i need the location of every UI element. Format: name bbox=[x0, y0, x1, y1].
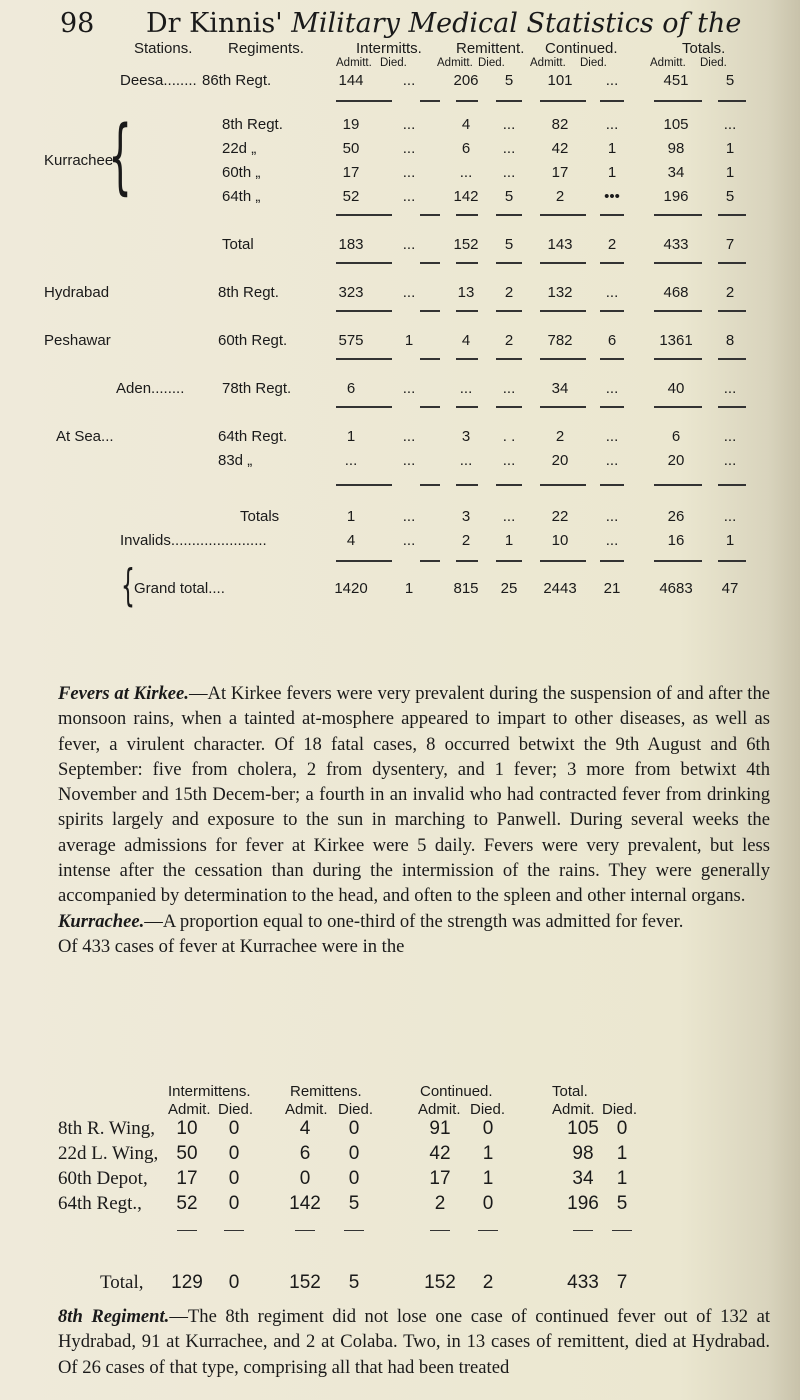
table-cell: ... bbox=[502, 452, 516, 469]
table-cell: ... bbox=[723, 452, 737, 469]
table2-subheader: Admit. bbox=[285, 1101, 328, 1118]
table-cell: 5 bbox=[725, 188, 735, 205]
col-head-totals: Totals. bbox=[682, 40, 726, 57]
table-cell: 2 bbox=[504, 332, 514, 349]
col-subhead: Died. bbox=[478, 57, 505, 69]
table-cell: 132 bbox=[547, 284, 573, 301]
table-cell: ... bbox=[723, 116, 737, 133]
table-cell: 206 bbox=[453, 72, 479, 89]
table-regiment-label: 78th Regt. bbox=[222, 380, 292, 397]
table-cell: 34 bbox=[551, 380, 569, 397]
table2-cell: 6 bbox=[299, 1143, 311, 1164]
table-cell: 1 bbox=[404, 332, 414, 349]
table-cell: 1420 bbox=[334, 580, 368, 597]
table-cell: ... bbox=[344, 452, 358, 469]
table-cell: 7 bbox=[725, 236, 735, 253]
eighth-regiment-text bbox=[58, 1304, 770, 1380]
running-title-italic: Military Medical Statistics of the bbox=[291, 8, 742, 39]
table2-cell: 0 bbox=[348, 1118, 360, 1139]
table-cell: 433 bbox=[663, 236, 689, 253]
table2-cell: 0 bbox=[348, 1168, 360, 1189]
table2-cell: 5 bbox=[616, 1193, 628, 1214]
table-cell: 575 bbox=[338, 332, 364, 349]
kurrachee-heading: Kurrachee. bbox=[58, 910, 145, 932]
table-cell: 1 bbox=[504, 532, 514, 549]
eighth-regiment-heading: 8th Regiment. bbox=[58, 1306, 170, 1327]
table-cell: 3 bbox=[461, 508, 471, 525]
table2-rule bbox=[478, 1230, 498, 1231]
table-regiment-label: Total bbox=[222, 236, 254, 253]
table2-cell: 1 bbox=[616, 1143, 628, 1164]
table-cell: 26 bbox=[667, 508, 685, 525]
table2-cell: 0 bbox=[482, 1118, 494, 1139]
at-sea-brace: { bbox=[121, 560, 135, 611]
table2-group-header: Total. bbox=[552, 1083, 588, 1100]
table2-cell: 0 bbox=[228, 1193, 240, 1214]
table-cell: 4 bbox=[346, 532, 356, 549]
table-station-label: Deesa........ bbox=[120, 72, 197, 89]
table-cell: 782 bbox=[547, 332, 573, 349]
table2-cell: 105 bbox=[567, 1118, 599, 1139]
table-cell: 34 bbox=[667, 164, 685, 181]
table-cell: 5 bbox=[504, 236, 514, 253]
table2-cell: 17 bbox=[176, 1168, 198, 1189]
kirkee-paragraph: —At Kirkee fevers were very prevalent during the suspension of and after the monsoon rains, when a tainted at-mosphere appeared to impart to other diseases, as well as fever, a virulent character. Of 18 fatal cases, 8 occurred betwixt the 9th August and 6th September: five from cholera, 2 from dysentery, and 1 fever; 3 more from betwixt 4th November and 15th Decem-ber; a fourth in an invalid who had contracted fever from drinking spirits largely and exposure to the sun in marching to Panwell. During several weeks the average admissions for fever at Kirkee were 5 daily. Fevers were very prevalent, but less intense after the cessation than during the intermission of the rains. They were generally accompanied by determination to the head, and often to the spleen and other internal organs. bbox=[58, 683, 771, 907]
table2-cell: 50 bbox=[176, 1143, 198, 1164]
table2-cell: 142 bbox=[289, 1193, 321, 1214]
eighth-regiment-paragraph: —The 8th regiment did not lose one case of continued fever out of 132 at Hydrabad, 91 at Kurrachee, and 2 at Colaba. Two, in 13 cases of remittent, died at Hydrabad. Of 26 cases of that type, comprising all that had been treated bbox=[58, 1306, 770, 1378]
table2-cell: 0 bbox=[616, 1118, 628, 1139]
table2-rule bbox=[224, 1230, 244, 1231]
table2-row-label: 60th Depot, bbox=[58, 1168, 148, 1189]
col-subhead: Admitt. bbox=[530, 57, 566, 69]
table2-subheader: Admit. bbox=[418, 1101, 461, 1118]
table-cell: 2 bbox=[461, 532, 471, 549]
table-cell: ... bbox=[605, 428, 619, 445]
col-subhead: Died. bbox=[380, 57, 407, 69]
table-cell: 20 bbox=[551, 452, 569, 469]
kirkee-heading: Fevers at Kirkee. bbox=[58, 683, 189, 704]
table2-rule bbox=[430, 1230, 450, 1231]
table-regiment-label: Totals bbox=[240, 508, 280, 525]
table-station-label: Invalids....................... bbox=[120, 532, 267, 549]
table-cell: ... bbox=[402, 508, 416, 525]
table-cell: ... bbox=[605, 380, 619, 397]
table-cell: 468 bbox=[663, 284, 689, 301]
table-cell: ... bbox=[402, 452, 416, 469]
table-cell: 2 bbox=[555, 428, 565, 445]
table2-cell: 2 bbox=[434, 1193, 446, 1214]
col-subhead: Died. bbox=[700, 57, 727, 69]
table-cell: 1 bbox=[607, 140, 617, 157]
table2-cell: 4 bbox=[299, 1118, 311, 1139]
table-cell: . . bbox=[502, 428, 516, 445]
table2-rule bbox=[295, 1230, 315, 1231]
table-cell: 1361 bbox=[659, 332, 693, 349]
table2-cell: 1 bbox=[482, 1143, 494, 1164]
table-cell: 2 bbox=[607, 236, 617, 253]
table-cell: 451 bbox=[663, 72, 689, 89]
table-cell: 20 bbox=[667, 452, 685, 469]
table-cell: ... bbox=[402, 140, 416, 157]
table2-subheader: Died. bbox=[470, 1101, 506, 1118]
table-regiment-label: 60th Regt. bbox=[218, 332, 288, 349]
table-cell: ... bbox=[402, 236, 416, 253]
table-cell: 4 bbox=[461, 116, 471, 133]
table-cell: 17 bbox=[342, 164, 360, 181]
table-cell: 4 bbox=[461, 332, 471, 349]
table-cell: 142 bbox=[453, 188, 479, 205]
table2-group-header: Intermittens. bbox=[168, 1083, 251, 1100]
table2-cell: 0 bbox=[228, 1143, 240, 1164]
table-cell: 323 bbox=[338, 284, 364, 301]
table-cell: ... bbox=[402, 164, 416, 181]
table-station-label: Hydrabad bbox=[44, 284, 110, 301]
table-cell: 6 bbox=[346, 380, 356, 397]
table-regiment-label: 60th „ bbox=[222, 164, 261, 181]
table-cell: 22 bbox=[551, 508, 569, 525]
col-head-continued: Continued. bbox=[545, 40, 618, 57]
kurrachee-intro: Of 433 cases of fever at Kurrachee were in the bbox=[58, 935, 405, 957]
table-regiment-label: 22d „ bbox=[222, 140, 257, 157]
table-cell: 47 bbox=[721, 580, 739, 597]
table-cell: ... bbox=[502, 380, 516, 397]
running-title-author: Dr Kinnis' bbox=[146, 8, 283, 39]
table-cell: 5 bbox=[504, 72, 514, 89]
table-cell: ... bbox=[502, 116, 516, 133]
table-station-label: Grand total.... bbox=[134, 580, 225, 597]
table-regiment-label: 8th Regt. bbox=[222, 116, 283, 133]
table-cell: 4683 bbox=[659, 580, 693, 597]
table2-group-header: Remittens. bbox=[290, 1083, 362, 1100]
table2-total-cell: 7 bbox=[616, 1272, 628, 1293]
table-cell: 1 bbox=[346, 508, 356, 525]
table-cell: 815 bbox=[453, 580, 479, 597]
table-regiment-label: 86th Regt. bbox=[202, 72, 272, 89]
table-cell: 40 bbox=[667, 380, 685, 397]
table-cell: ... bbox=[402, 380, 416, 397]
table-cell: ... bbox=[605, 532, 619, 549]
kurrachee-brace: { bbox=[108, 109, 132, 204]
table-cell: 52 bbox=[342, 188, 360, 205]
table-cell: 8 bbox=[725, 332, 735, 349]
table-cell: ... bbox=[502, 164, 516, 181]
table2-total-cell: 5 bbox=[348, 1272, 360, 1293]
col-subhead: Admitt. bbox=[650, 57, 686, 69]
table2-cell: 0 bbox=[348, 1143, 360, 1164]
table-station-label: Peshawar bbox=[44, 332, 111, 349]
table-station-label: Aden........ bbox=[116, 380, 185, 397]
table2-cell: 0 bbox=[482, 1193, 494, 1214]
table-cell: 98 bbox=[667, 140, 685, 157]
table2-cell: 1 bbox=[616, 1168, 628, 1189]
table2-cell: 98 bbox=[572, 1143, 594, 1164]
table-cell: ... bbox=[605, 508, 619, 525]
page-number: 98 bbox=[60, 8, 95, 39]
table-cell: ... bbox=[459, 164, 473, 181]
table2-total-cell: 433 bbox=[567, 1272, 599, 1293]
kurrachee-paragraph: —A proportion equal to one-third of the strength was admitted for fever. bbox=[144, 910, 684, 932]
table-cell: ... bbox=[723, 380, 737, 397]
table-cell: ... bbox=[402, 72, 416, 89]
table-cell: ... bbox=[605, 116, 619, 133]
table-station-label: Kurrachee bbox=[44, 152, 114, 169]
table-cell: ••• bbox=[604, 188, 620, 205]
table-cell: 2443 bbox=[543, 580, 577, 597]
table2-total-label: Total, bbox=[100, 1272, 144, 1293]
table-cell: 1 bbox=[725, 140, 735, 157]
table-cell: ... bbox=[502, 508, 516, 525]
table-cell: 10 bbox=[551, 532, 569, 549]
table-cell: 1 bbox=[725, 164, 735, 181]
table-cell: 144 bbox=[338, 72, 364, 89]
col-subhead: Admitt. bbox=[437, 57, 473, 69]
table2-total-cell: 129 bbox=[171, 1272, 203, 1293]
table-cell: 2 bbox=[504, 284, 514, 301]
table-cell: 101 bbox=[547, 72, 573, 89]
table-cell: 152 bbox=[453, 236, 479, 253]
table-cell: 17 bbox=[551, 164, 569, 181]
table-cell: 19 bbox=[342, 116, 360, 133]
table-cell: 6 bbox=[461, 140, 471, 157]
table-cell: ... bbox=[459, 452, 473, 469]
table-cell: ... bbox=[723, 428, 737, 445]
table-cell: ... bbox=[402, 188, 416, 205]
table-cell: ... bbox=[459, 380, 473, 397]
table-cell: ... bbox=[723, 508, 737, 525]
table-cell: 5 bbox=[725, 72, 735, 89]
table2-rule bbox=[344, 1230, 364, 1231]
table2-rule bbox=[573, 1230, 593, 1231]
table-cell: 6 bbox=[671, 428, 681, 445]
table-cell: 2 bbox=[555, 188, 565, 205]
table-cell: 3 bbox=[461, 428, 471, 445]
table2-cell: 91 bbox=[429, 1118, 451, 1139]
table2-cell: 196 bbox=[567, 1193, 599, 1214]
table2-total-cell: 2 bbox=[482, 1272, 494, 1293]
table2-subheader: Admit. bbox=[552, 1101, 595, 1118]
col-subhead: Died. bbox=[580, 57, 607, 69]
table-cell: 143 bbox=[547, 236, 573, 253]
table-cell: ... bbox=[605, 452, 619, 469]
table2-cell: 0 bbox=[228, 1168, 240, 1189]
table2-row-label: 64th Regt., bbox=[58, 1193, 142, 1214]
table-cell: 50 bbox=[342, 140, 360, 157]
table2-total-cell: 152 bbox=[424, 1272, 456, 1293]
table2-total-cell: 0 bbox=[228, 1272, 240, 1293]
table-cell: 5 bbox=[504, 188, 514, 205]
table-cell: ... bbox=[605, 284, 619, 301]
table-cell: 13 bbox=[457, 284, 475, 301]
table-regiment-label: 64th „ bbox=[222, 188, 261, 205]
table-cell: 82 bbox=[551, 116, 569, 133]
table-cell: ... bbox=[402, 116, 416, 133]
table-cell: ... bbox=[605, 72, 619, 89]
table-cell: 196 bbox=[663, 188, 689, 205]
table-cell: ... bbox=[402, 284, 416, 301]
table2-row-label: 22d L. Wing, bbox=[58, 1143, 159, 1164]
table-cell: 105 bbox=[663, 116, 689, 133]
table2-group-header: Continued. bbox=[420, 1083, 493, 1100]
table-cell: 16 bbox=[667, 532, 685, 549]
col-head-stations: Stations. bbox=[134, 40, 193, 57]
col-head-intermitts: Intermitts. bbox=[356, 40, 422, 57]
table2-rule bbox=[612, 1230, 632, 1231]
table2-rule bbox=[177, 1230, 197, 1231]
table2-cell: 1 bbox=[482, 1168, 494, 1189]
table2-cell: 34 bbox=[572, 1168, 594, 1189]
table2-cell: 17 bbox=[429, 1168, 451, 1189]
table2-cell: 52 bbox=[176, 1193, 198, 1214]
table-regiment-label: 64th Regt. bbox=[218, 428, 288, 445]
table-cell: 1 bbox=[607, 164, 617, 181]
col-head-remittent: Remittent. bbox=[456, 40, 525, 57]
table2-subheader: Died. bbox=[218, 1101, 254, 1118]
table2-cell: 0 bbox=[228, 1118, 240, 1139]
table2-subheader: Died. bbox=[602, 1101, 638, 1118]
table2-row-label: 8th R. Wing, bbox=[58, 1118, 156, 1139]
table-regiment-label: 8th Regt. bbox=[218, 284, 279, 301]
table-cell: 42 bbox=[551, 140, 569, 157]
table-cell: 21 bbox=[603, 580, 621, 597]
table-cell: 2 bbox=[725, 284, 735, 301]
table-cell: ... bbox=[502, 140, 516, 157]
table-cell: 25 bbox=[500, 580, 518, 597]
table-cell: 1 bbox=[346, 428, 356, 445]
table2-cell: 42 bbox=[429, 1143, 451, 1164]
table2-total-cell: 152 bbox=[289, 1272, 321, 1293]
col-subhead: Admitt. bbox=[336, 57, 372, 69]
table-cell: 1 bbox=[404, 580, 414, 597]
table2-cell: 0 bbox=[299, 1168, 311, 1189]
table2-cell: 10 bbox=[176, 1118, 198, 1139]
table-station-label: At Sea... bbox=[56, 428, 114, 445]
table2-cell: 5 bbox=[348, 1193, 360, 1214]
table2-subheader: Died. bbox=[338, 1101, 374, 1118]
table-cell: ... bbox=[402, 532, 416, 549]
table-regiment-label: 83d „ bbox=[218, 452, 253, 469]
table-cell: 1 bbox=[725, 532, 735, 549]
table-cell: ... bbox=[402, 428, 416, 445]
table-cell: 6 bbox=[607, 332, 617, 349]
table-cell: 183 bbox=[338, 236, 364, 253]
col-head-regiments: Regiments. bbox=[228, 40, 304, 57]
table2-subheader: Admit. bbox=[168, 1101, 211, 1118]
